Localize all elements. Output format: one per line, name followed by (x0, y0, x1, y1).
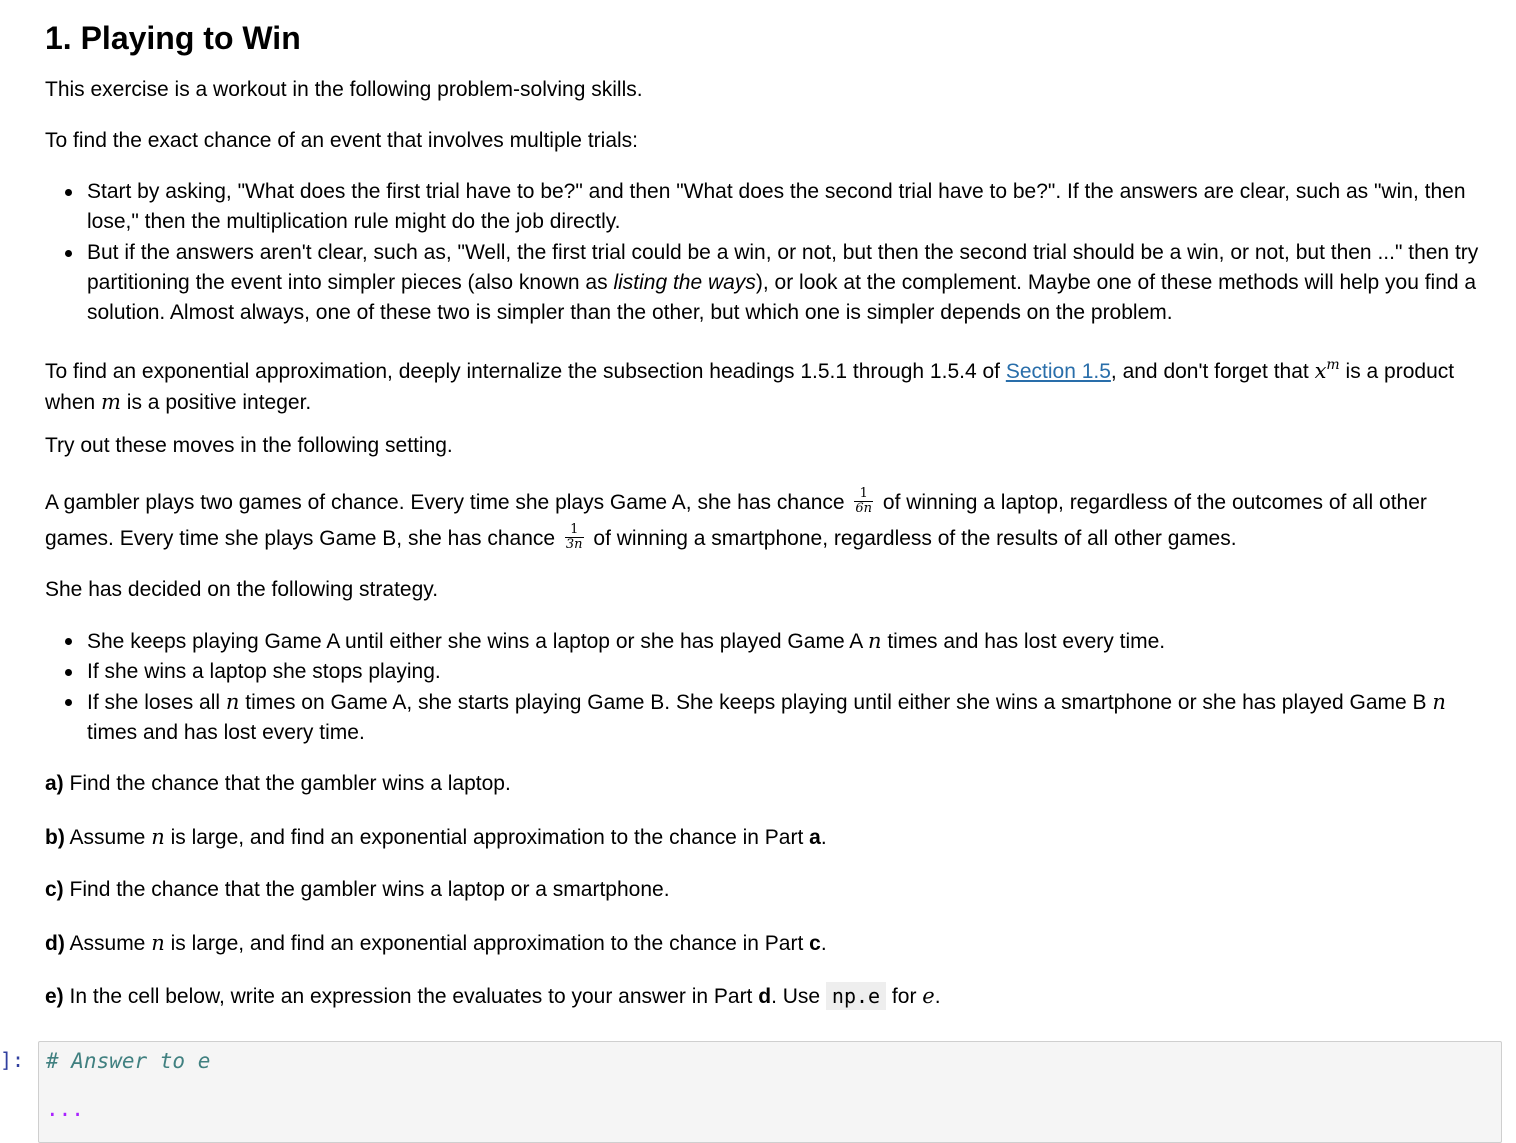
fraction-1-over-3n: $\frac{1}{3n}$ (565, 521, 583, 552)
try-text: Try out these moves in the following setting. (45, 434, 453, 457)
question-d: d) Assume n is large, and find an exponential approximation to the chance in Part c. (45, 931, 827, 955)
exact-intro-text: To find the exact chance of an event that involves multiple trials: (45, 129, 638, 152)
strategy-list (45, 626, 1497, 748)
code-cell-editor[interactable] (38, 1041, 1502, 1143)
question-b: b) Assume n is large, and find an exponential approximation to the chance in Part a. (45, 825, 827, 849)
approx-text: To find an exponential approximation, deeply internalize the subsection headings 1.5.1 through 1.5.4 of Section 1.5, and don't forget that $x^m$ is a product when m is a positive integer. (45, 357, 1455, 414)
cell-prompt: ]: (0, 1048, 25, 1072)
code-comment: # Answer to e (46, 1049, 211, 1073)
question-e: e) In the cell below, write an expression the evaluates to your answer in Part d. Use np.e for e. (45, 984, 941, 1008)
method-list (45, 177, 1497, 328)
code-ellipsis: ... (46, 1097, 84, 1121)
intro-text: This exercise is a workout in the following problem-solving skills. (45, 78, 643, 101)
list-item: If she wins a laptop she stops playing. (87, 657, 1497, 687)
question-a: a) Find the chance that the gambler wins a laptop. (45, 772, 511, 795)
strategy-text: She has decided on the following strategy. (45, 578, 439, 601)
list-item: She keeps playing Game A until either she wins a laptop or she has played Game A n times and has lost every time. (87, 626, 1497, 657)
section-link[interactable]: Section 1.5 (1005, 360, 1111, 383)
page-title: 1. Playing to Win (45, 20, 301, 56)
list-item: Start by asking, "What does the first trial have to be?" and then "What does the second trial have to be?". If the answers are clear, such as "win, then lose," then the multiplication rule might do the job directly. (87, 177, 1497, 237)
gambler-text: A gambler plays two games of chance. Every time she plays Game A, she has chance $\frac{1}{6n}$ of winning a laptop, regardless of the outcomes of all other games. Every time she plays Game B, she has chance $\frac{1}{3n}$ of winning a smartphone, regardless of the results of all other games. (45, 485, 1427, 552)
list-item: But if the answers aren't clear, such as, "Well, the first trial could be a win, or not, but then the second trial should be a win, or not, but then ..." then try partitioning the event into simpler pieces (also known as listing the ways), or look at the complement. Maybe one of these methods will help you find a solution. Almost always, one of these two is simpler than the other, but which one is simpler depends on the problem. (87, 238, 1497, 328)
list-item: If she loses all n times on Game A, she starts playing Game B. She keeps playing until either she wins a smartphone or she has played Game B n times and has lost every time. (87, 687, 1497, 748)
fraction-1-over-6n: $\frac{1}{6n}$ (855, 485, 873, 516)
question-c: c) Find the chance that the gambler wins a laptop or a smartphone. (45, 878, 670, 901)
inline-code: np.e (826, 982, 886, 1010)
